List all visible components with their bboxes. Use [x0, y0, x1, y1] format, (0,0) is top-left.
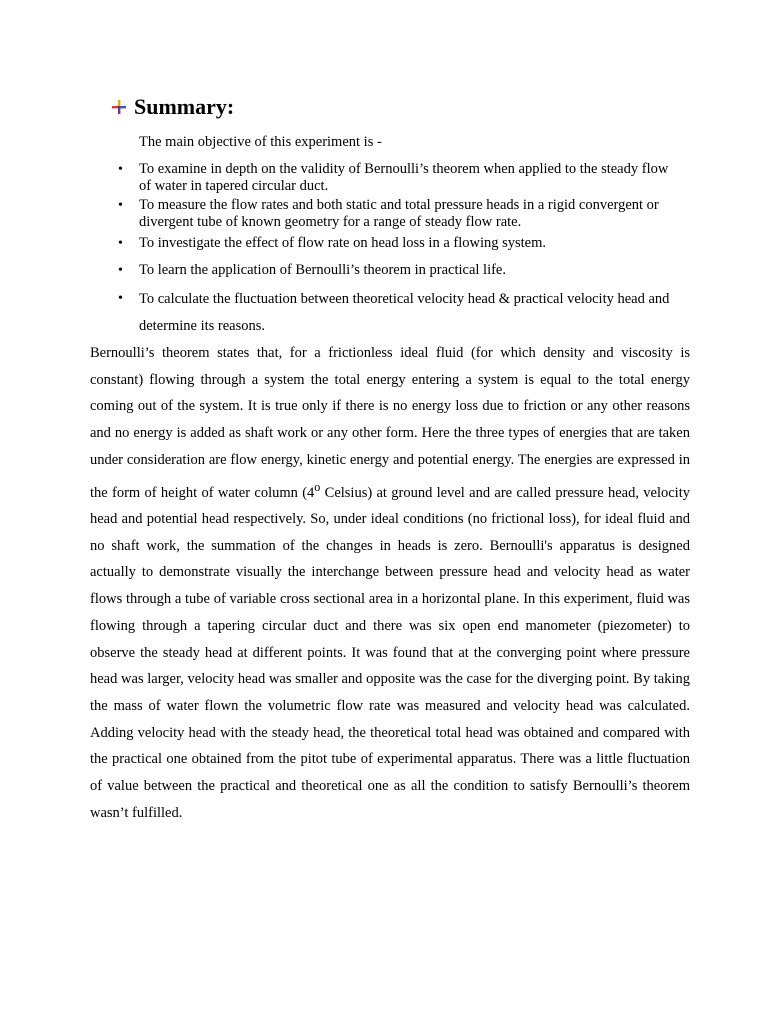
bullet-dot: • — [118, 291, 123, 306]
list-item-text: To learn the application of Bernoulli’s theorem in practical life. — [139, 262, 506, 278]
bullet-dot: • — [118, 236, 123, 251]
summary-heading — [112, 94, 234, 120]
list-item — [118, 161, 679, 195]
bullet-dot: • — [118, 198, 123, 213]
body-paragraph — [90, 340, 690, 826]
list-item — [118, 262, 679, 279]
list-item-text: To investigate the effect of flow rate on head loss in a flowing system. — [139, 235, 547, 251]
list-item — [118, 235, 679, 252]
paragraph-text-part1: Bernoulli’s theorem states that, for a frictionless ideal fluid (for which density and viscosity is constant) flowing through a system the total energy entering a system is equal to the total energy coming out of the system. It is true only if there is no energy loss due to friction or any other reasons and no energy is added as shaft work or any other form. Here the three types of energies that are taken under consideration are flow energy, kinetic energy and potential energy. The energies are expressed in the form of height of water column (4 — [90, 345, 690, 501]
intro-text: The main objective of this experiment is - — [139, 134, 382, 150]
list-item — [118, 290, 679, 340]
bullet-dot: • — [118, 162, 123, 177]
summary-title: Summary: — [134, 94, 235, 119]
degree-superscript: o — [314, 479, 321, 494]
list-item — [118, 197, 679, 231]
bullet-dot: • — [118, 263, 123, 278]
paragraph-text-part2: Celsius) at ground level and are called pressure head, velocity head and potential head respectively. So, under ideal conditions (no frictional loss), for ideal fluid and no shaft work, the summation of the changes in heads is zero. Bernoulli's apparatus is designed actually to demonstrate visually the interchange between pressure head and velocity head as water flows through a tube of variable cross sectional area in a horizontal plane. In this experiment, fluid was flowing through a tapering circular duct and there was six open end manometer (piezometer) to observe the steady head at different points. It was found that at the converging point where pressure head was larger, velocity head was smaller and opposite was the case for the diverging point. By taking the mass of water flown the volumetric flow rate was measured and velocity head was calculated. Adding velocity head with the steady head, the theoretical total head was obtained and compared with the practical one obtained from the pitot tube of experimental apparatus. There was a little fluctuation of value between the practical and theoretical one as all the condition to satisfy Bernoulli’s theorem wasn’t fulfilled. — [90, 484, 690, 821]
list-item-text: To calculate the fluctuation between theoretical velocity head & practical velocity head and determine its reasons. — [139, 291, 670, 334]
cross-bullet-icon — [112, 100, 126, 114]
list-item-text: To examine in depth on the validity of Bernoulli’s theorem when applied to the steady flow of water in tapered circular duct. — [139, 161, 669, 194]
list-item-text: To measure the flow rates and both static and total pressure heads in a rigid convergent or divergent tube of known geometry for a range of steady flow rate. — [139, 197, 659, 230]
